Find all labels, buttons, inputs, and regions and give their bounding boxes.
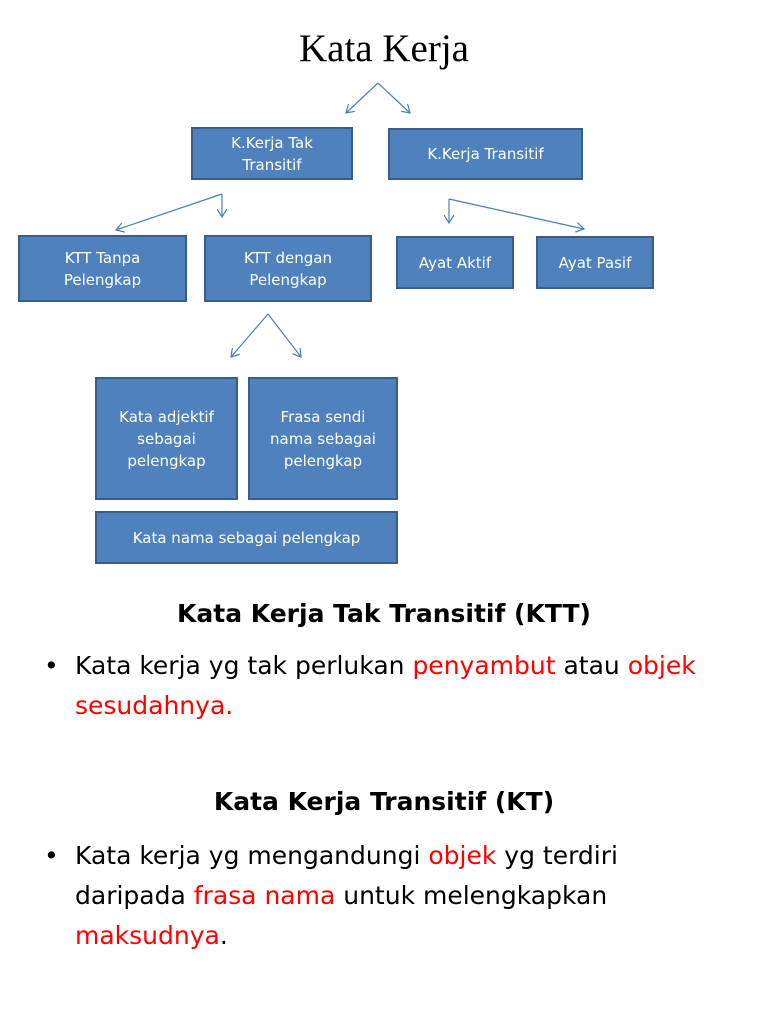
bullet-kt	[44, 836, 724, 956]
bullet-ktt-text	[75, 646, 724, 726]
bullet-dot: •	[44, 651, 59, 680]
text-segment: Kata kerja yg mengandungi	[75, 841, 429, 870]
node-ktt-tanpa-pelengkap: KTT Tanpa Pelengkap	[18, 235, 187, 302]
text-segment: Kata kerja yg tak perlukan	[75, 651, 413, 680]
arrow-root-left	[346, 83, 378, 113]
bullet-kt-text	[75, 836, 724, 956]
arrow-ktt-tanpa	[116, 194, 222, 230]
diagram-title: Kata Kerja	[299, 27, 469, 70]
text-segment: yg terdiri daripada	[75, 841, 618, 910]
highlight-objek: objek	[428, 841, 497, 870]
node-ayat-pasif: Ayat Pasif	[536, 236, 654, 289]
heading-ktt: Kata Kerja Tak Transitif (KTT)	[177, 599, 591, 628]
node-kata-nama: Kata nama sebagai pelengkap	[95, 511, 398, 564]
node-ayat-aktif: Ayat Aktif	[396, 236, 514, 289]
node-kata-adjektif: Kata adjektif sebagai pelengkap	[95, 377, 238, 500]
text-segment: untuk melengkapkan	[335, 881, 608, 910]
node-frasa-sendi: Frasa sendi nama sebagai pelengkap	[248, 377, 398, 500]
node-ktt-dengan-pelengkap: KTT dengan Pelengkap	[204, 235, 372, 302]
node-kk-transitif: K.Kerja Transitif	[388, 128, 583, 180]
text-segment: atau	[555, 651, 628, 680]
highlight-maksudnya: maksudnya	[75, 921, 220, 950]
heading-kt: Kata Kerja Transitif (KT)	[213, 787, 555, 816]
highlight-objek-sesudahnya: objek sesudahnya.	[75, 651, 696, 720]
arrow-adjektif	[231, 314, 268, 357]
highlight-frasa-nama: frasa nama	[193, 881, 336, 910]
bullet-ktt	[44, 646, 724, 726]
arrow-frasa-sendi	[268, 314, 301, 357]
node-kk-tak-transitif: K.Kerja Tak Transitif	[191, 127, 353, 180]
highlight-penyambut: penyambut	[412, 651, 556, 680]
bullet-dot: •	[44, 841, 59, 870]
arrow-root-right	[378, 83, 410, 113]
text-segment: .	[219, 921, 228, 950]
arrow-ayat-pasif	[449, 199, 584, 229]
